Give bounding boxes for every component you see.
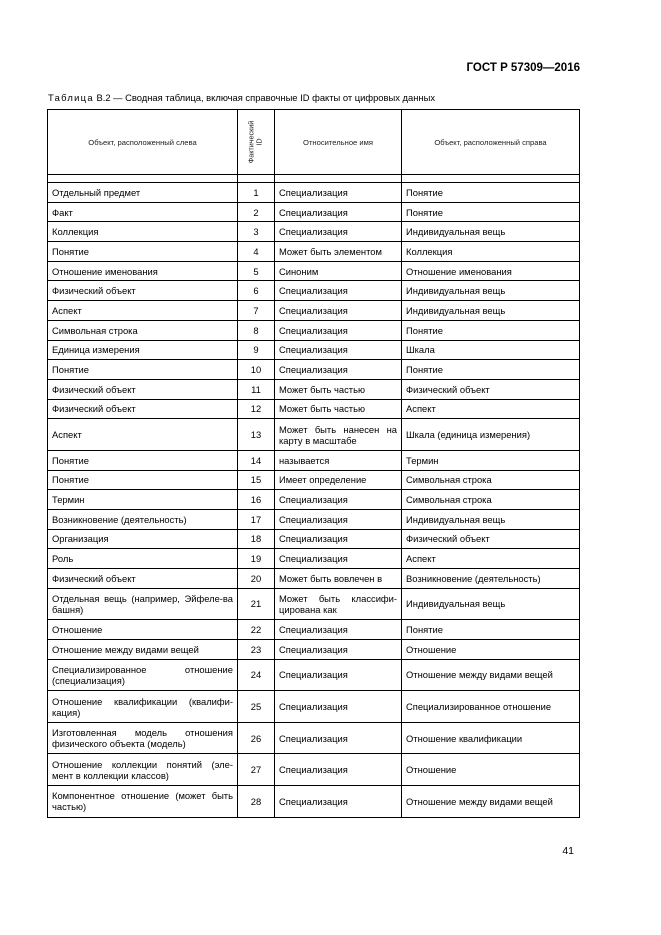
cell-fact-id: 8 — [238, 320, 275, 340]
header-relation-name: Относительное имя — [275, 110, 402, 175]
cell-right-object: Шкала (единица измерения) — [402, 419, 580, 451]
cell-left-object: Компонентное отношение (может быть частью) — [48, 786, 238, 818]
table-row — [48, 202, 580, 222]
cell-fact-id: 9 — [238, 340, 275, 360]
cell-fact-id: 2 — [238, 202, 275, 222]
cell-relation-name: Специализация — [275, 639, 402, 659]
cell-right-object: Специализированное отношение — [402, 691, 580, 723]
cell-left-object: Аспект — [48, 419, 238, 451]
cell-fact-id: 28 — [238, 786, 275, 818]
cell-fact-id: 11 — [238, 379, 275, 399]
cell-fact-id: 16 — [238, 490, 275, 510]
cell-fact-id: 5 — [238, 261, 275, 281]
cell-left-object: Отдельный предмет — [48, 183, 238, 203]
cell-right-object: Символьная строка — [402, 490, 580, 510]
cell-relation-name: Специализация — [275, 183, 402, 203]
cell-left-object: Отдельная вещь (например, Эйфеле-ва башня) — [48, 588, 238, 620]
cell-right-object: Шкала — [402, 340, 580, 360]
caption-text: В.2 — Сводная таблица, включая справочные ID факты от цифровых данных — [93, 92, 436, 103]
cell-left-object: Факт — [48, 202, 238, 222]
cell-relation-name: называется — [275, 450, 402, 470]
cell-left-object: Отношение между видами вещей — [48, 639, 238, 659]
cell-relation-name: Специализация — [275, 222, 402, 242]
cell-relation-name: Специализация — [275, 549, 402, 569]
table-row — [48, 281, 580, 301]
cell-fact-id: 10 — [238, 360, 275, 380]
cell-relation-name: Специализация — [275, 340, 402, 360]
cell-right-object: Понятие — [402, 360, 580, 380]
cell-right-object: Индивидуальная вещь — [402, 301, 580, 321]
cell-fact-id: 7 — [238, 301, 275, 321]
cell-relation-name: Специализация — [275, 529, 402, 549]
cell-right-object: Термин — [402, 450, 580, 470]
table-row — [48, 399, 580, 419]
cell-fact-id: 15 — [238, 470, 275, 490]
cell-relation-name: Специализация — [275, 320, 402, 340]
cell-fact-id: 17 — [238, 509, 275, 529]
cell-fact-id: 24 — [238, 659, 275, 691]
table-row — [48, 588, 580, 620]
cell-right-object: Отношение — [402, 754, 580, 786]
cell-left-object: Физический объект — [48, 568, 238, 588]
cell-right-object: Отношение — [402, 639, 580, 659]
cell-relation-name: Может быть частью — [275, 379, 402, 399]
summary-table — [47, 109, 580, 818]
table-row — [48, 320, 580, 340]
cell-left-object: Возникновение (деятельность) — [48, 509, 238, 529]
cell-right-object: Возникновение (деятельность) — [402, 568, 580, 588]
cell-fact-id: 20 — [238, 568, 275, 588]
cell-left-object: Отношение — [48, 620, 238, 640]
cell-left-object: Изготовленная модель отношения физического объекта (модель) — [48, 722, 238, 754]
header-gap-row — [48, 175, 580, 183]
cell-right-object: Индивидуальная вещь — [402, 588, 580, 620]
cell-relation-name: Может быть частью — [275, 399, 402, 419]
cell-left-object: Организация — [48, 529, 238, 549]
cell-right-object: Физический объект — [402, 379, 580, 399]
table-row — [48, 509, 580, 529]
table-row — [48, 222, 580, 242]
cell-left-object: Физический объект — [48, 281, 238, 301]
table-row — [48, 450, 580, 470]
cell-relation-name: Специализация — [275, 202, 402, 222]
table-row — [48, 691, 580, 723]
cell-left-object: Понятие — [48, 242, 238, 262]
cell-relation-name: Может быть элементом — [275, 242, 402, 262]
table-row — [48, 639, 580, 659]
cell-relation-name: Специализация — [275, 786, 402, 818]
cell-fact-id: 4 — [238, 242, 275, 262]
cell-fact-id: 18 — [238, 529, 275, 549]
table-row — [48, 549, 580, 569]
header-fact-id — [238, 110, 275, 175]
cell-right-object: Коллекция — [402, 242, 580, 262]
header-fact-id-line1: Фактический — [246, 120, 256, 164]
caption-label: Таблица — [48, 92, 94, 103]
cell-fact-id: 13 — [238, 419, 275, 451]
cell-relation-name: Специализация — [275, 754, 402, 786]
table-row — [48, 659, 580, 691]
cell-relation-name: Синоним — [275, 261, 402, 281]
cell-relation-name: Специализация — [275, 301, 402, 321]
cell-right-object: Символьная строка — [402, 470, 580, 490]
cell-left-object: Символьная строка — [48, 320, 238, 340]
cell-left-object: Специализированное отношение (специализация) — [48, 659, 238, 691]
cell-left-object: Отношение квалификации (квалифи-кация) — [48, 691, 238, 723]
cell-relation-name: Специализация — [275, 490, 402, 510]
cell-right-object: Отношение квалификации — [402, 722, 580, 754]
cell-fact-id: 14 — [238, 450, 275, 470]
cell-fact-id: 3 — [238, 222, 275, 242]
cell-right-object: Физический объект — [402, 529, 580, 549]
table-row — [48, 568, 580, 588]
cell-left-object: Единица измерения — [48, 340, 238, 360]
cell-fact-id: 25 — [238, 691, 275, 723]
cell-left-object: Физический объект — [48, 399, 238, 419]
table-row — [48, 620, 580, 640]
cell-right-object: Индивидуальная вещь — [402, 222, 580, 242]
cell-right-object: Понятие — [402, 620, 580, 640]
table-row — [48, 529, 580, 549]
table-row — [48, 360, 580, 380]
table-caption — [48, 92, 435, 103]
table-row — [48, 340, 580, 360]
cell-left-object: Коллекция — [48, 222, 238, 242]
table-row — [48, 786, 580, 818]
cell-right-object: Отношение между видами вещей — [402, 786, 580, 818]
table-row — [48, 301, 580, 321]
table-header-row — [48, 110, 580, 175]
cell-right-object: Понятие — [402, 320, 580, 340]
header-fact-id-line2: ID — [255, 138, 264, 146]
cell-right-object: Понятие — [402, 183, 580, 203]
cell-fact-id: 21 — [238, 588, 275, 620]
cell-left-object: Физический объект — [48, 379, 238, 399]
cell-fact-id: 19 — [238, 549, 275, 569]
header-right-object: Объект, расположенный справа — [402, 110, 580, 175]
cell-left-object: Отношение именования — [48, 261, 238, 281]
cell-relation-name: Специализация — [275, 722, 402, 754]
cell-relation-name: Специализация — [275, 281, 402, 301]
table-row — [48, 261, 580, 281]
cell-right-object: Отношение именования — [402, 261, 580, 281]
cell-right-object: Отношение между видами вещей — [402, 659, 580, 691]
table-row — [48, 183, 580, 203]
cell-right-object: Аспект — [402, 399, 580, 419]
table-row — [48, 754, 580, 786]
table-row — [48, 470, 580, 490]
cell-fact-id: 1 — [238, 183, 275, 203]
cell-fact-id: 27 — [238, 754, 275, 786]
cell-right-object: Понятие — [402, 202, 580, 222]
header-left-object: Объект, расположенный слева — [48, 110, 238, 175]
cell-fact-id: 26 — [238, 722, 275, 754]
cell-right-object: Индивидуальная вещь — [402, 281, 580, 301]
table-row — [48, 242, 580, 262]
cell-fact-id: 6 — [238, 281, 275, 301]
cell-fact-id: 23 — [238, 639, 275, 659]
table-row — [48, 490, 580, 510]
table-row — [48, 379, 580, 399]
cell-relation-name: Специализация — [275, 509, 402, 529]
cell-relation-name: Специализация — [275, 620, 402, 640]
table-row — [48, 722, 580, 754]
cell-relation-name: Имеет определение — [275, 470, 402, 490]
cell-right-object: Аспект — [402, 549, 580, 569]
cell-left-object: Понятие — [48, 470, 238, 490]
cell-left-object: Аспект — [48, 301, 238, 321]
page-number: 41 — [562, 845, 574, 857]
cell-left-object: Понятие — [48, 450, 238, 470]
cell-relation-name: Может быть вовлечен в — [275, 568, 402, 588]
cell-left-object: Роль — [48, 549, 238, 569]
cell-left-object: Понятие — [48, 360, 238, 380]
cell-fact-id: 12 — [238, 399, 275, 419]
cell-relation-name: Специализация — [275, 659, 402, 691]
cell-relation-name: Специализация — [275, 360, 402, 380]
cell-relation-name: Может быть нанесен на карту в масштабе — [275, 419, 402, 451]
cell-right-object: Индивидуальная вещь — [402, 509, 580, 529]
cell-relation-name: Специализация — [275, 691, 402, 723]
cell-fact-id: 22 — [238, 620, 275, 640]
cell-left-object: Термин — [48, 490, 238, 510]
document-code: ГОСТ Р 57309—2016 — [466, 62, 580, 74]
table-row — [48, 419, 580, 451]
cell-relation-name: Может быть классифи-цирована как — [275, 588, 402, 620]
cell-left-object: Отношение коллекции понятий (эле-мент в коллекции классов) — [48, 754, 238, 786]
